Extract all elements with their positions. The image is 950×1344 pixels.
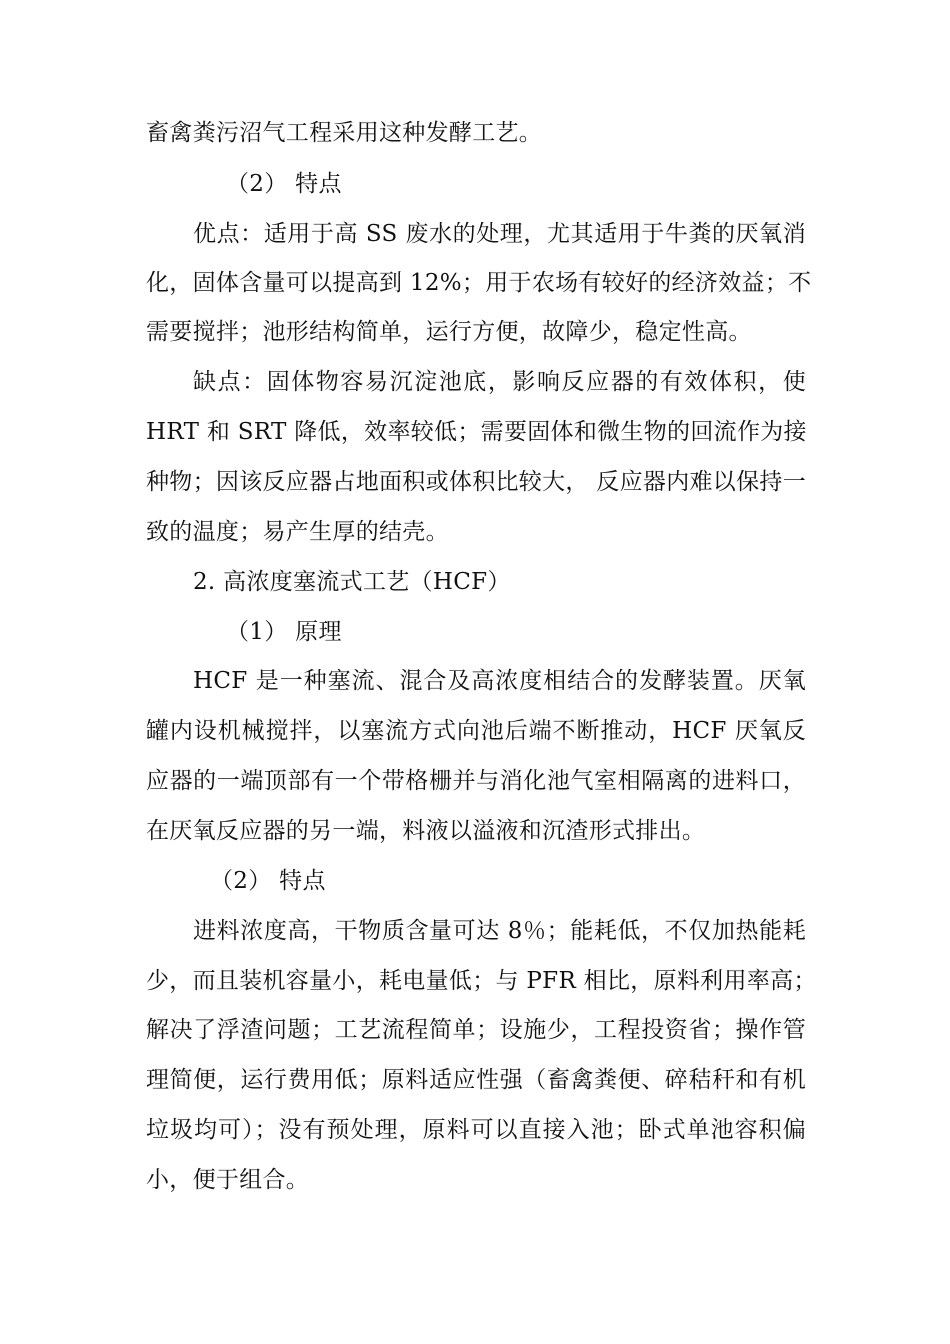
subsection-heading: （1） 原理 [226,619,342,645]
subsection-heading: （2） 特点 [226,171,342,197]
subsection-heading: （2） 特点 [210,868,326,894]
paragraph-line: 小，便于组合。 [146,1167,310,1193]
paragraph-line: 罐内设机械搅拌，以塞流方式向池后端不断推动，HCF 厌氧反 [146,718,806,744]
paragraph-line: 致的温度；易产生厚的结壳。 [146,519,449,545]
paragraph-line: 缺点：固体物容易沉淀池底，影响反应器的有效体积，使 [193,369,806,395]
paragraph-line: 优点：适用于高 SS 废水的处理，尤其适用于牛粪的厌氧消 [193,221,806,247]
paragraph-line: 在厌氧反应器的另一端，料液以溢液和沉渣形式排出。 [146,818,706,844]
paragraph-line: 应器的一端顶部有一个带格栅并与消化池气室相隔离的进料口， [146,768,806,794]
paragraph-line: 解决了浮渣问题；工艺流程简单；设施少，工程投资省；操作管 [146,1017,806,1043]
paragraph-line: 种物；因该反应器占地面积或体积比较大， 反应器内难以保持一 [146,469,807,495]
paragraph-line: HCF 是一种塞流、混合及高浓度相结合的发酵装置。厌氧 [193,668,806,694]
paragraph-line: 垃圾均可）；没有预处理，原料可以直接入池；卧式单池容积偏 [146,1117,806,1143]
paragraph-line: 畜禽粪污沼气工程采用这种发酵工艺。 [146,120,543,146]
paragraph-line: 理简便，运行费用低；原料适应性强（畜禽粪便、碎秸秆和有机 [146,1067,806,1093]
section-heading: 2. 高浓度塞流式工艺（HCF） [193,569,511,595]
paragraph-line: 进料浓度高，干物质含量可达 8％；能耗低，不仅加热能耗 [193,918,806,944]
paragraph-line: 化，固体含量可以提高到 12%；用于农场有较好的经济效益；不 [146,270,812,296]
paragraph-line: 少，而且装机容量小，耗电量低；与 PFR 相比，原料利用率高； [146,968,817,994]
paragraph-line: 需要搅拌；池形结构简单，运行方便，故障少，稳定性高。 [146,319,752,345]
paragraph-line: HRT 和 SRT 降低，效率较低；需要固体和微生物的回流作为接 [146,419,807,445]
